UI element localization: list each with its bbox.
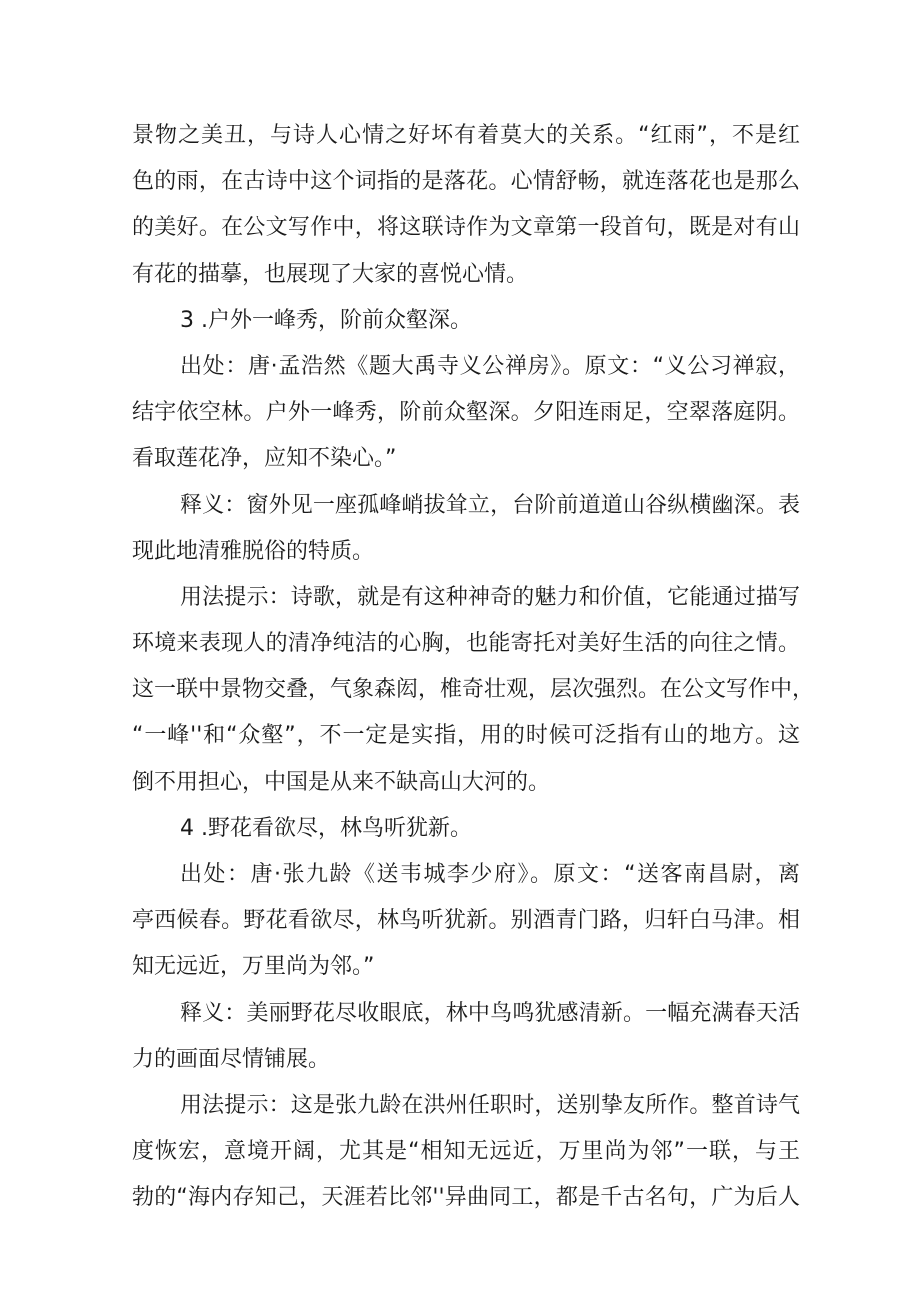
text-line: 景物之美丑，与诗人心情之好坏有着莫大的关系。“红雨”，不是红 — [132, 123, 800, 148]
text-line: 释义：窗外见一座孤峰峭拔耸立，台阶前道道山谷纵横幽深。表 — [180, 492, 800, 518]
text-line: 的美好。在公文写作中，将这联诗作为文章第一段首句，既是对有山 — [132, 215, 800, 241]
text-line: 力的画面尽情铺展。 — [132, 1046, 331, 1072]
text-line: 释义：美丽野花尽收眼底，林中鸟鸣犹感清新。一幅充满春天活 — [180, 1000, 800, 1026]
text-line: 有花的描摹，也展现了大家的喜悦心情。 — [132, 261, 529, 287]
text-line: 这一联中景物交叠，气象森闳，椎奇壮观，层次强烈。在公文写作中， — [132, 677, 815, 703]
text-line: 知无远近，万里尚为邻。” — [132, 954, 375, 980]
text-line: 环境来表现人的清净纯洁的心胸，也能寄托对美好生活的向往之情。 — [132, 631, 800, 657]
text-line: 度恢宏，意境开阔，尤其是“相知无远近，万里尚为邻”一联，与王 — [132, 1139, 800, 1165]
text-line: 色的雨，在古诗中这个词指的是落花。心情舒畅，就连落花也是那么 — [132, 169, 800, 195]
text-line: 看取莲花净，应知不染心。” — [132, 446, 397, 472]
text-line: 现此地清雅脱俗的特质。 — [132, 538, 375, 564]
text-line: 用法提示：这是张九龄在洪州任职时，送别挚友所作。整首诗气 — [180, 1092, 800, 1118]
text-line: 用法提示：诗歌，就是有这种神奇的魅力和价值，它能通过描写 — [180, 584, 800, 610]
text-line: 亭西候春。野花看欲尽，林鸟听犹新。别酒青门路，归轩白马津。相 — [132, 908, 800, 934]
text-line: 出处：唐·张九龄《送韦城李少府》。原文：“送客南昌尉，离 — [180, 862, 800, 887]
section-heading-4: 4 .野花看欲尽，林鸟听犹新。 — [180, 815, 472, 841]
text-line: 结宇依空林。户外一峰秀，阶前众壑深。夕阳连雨足，空翠落庭阴。 — [132, 400, 800, 426]
text-line: 勃的“海内存知己，天涯若比邻''异曲同工，都是千古名句，广为后人 — [132, 1185, 800, 1211]
text-line: “一峰''和“众壑”，不一定是实指，用的时候可泛指有山的地方。这 — [132, 723, 800, 749]
text-line: 倒不用担心，中国是从来不缺高山大河的。 — [132, 769, 551, 795]
section-heading-3: 3 .户外一峰秀，阶前众壑深。 — [180, 307, 472, 333]
document-body — [132, 113, 815, 1222]
text-line: 出处：唐·孟浩然《题大禹寺义公禅房》。原文：“义公习禅寂， — [180, 353, 800, 379]
